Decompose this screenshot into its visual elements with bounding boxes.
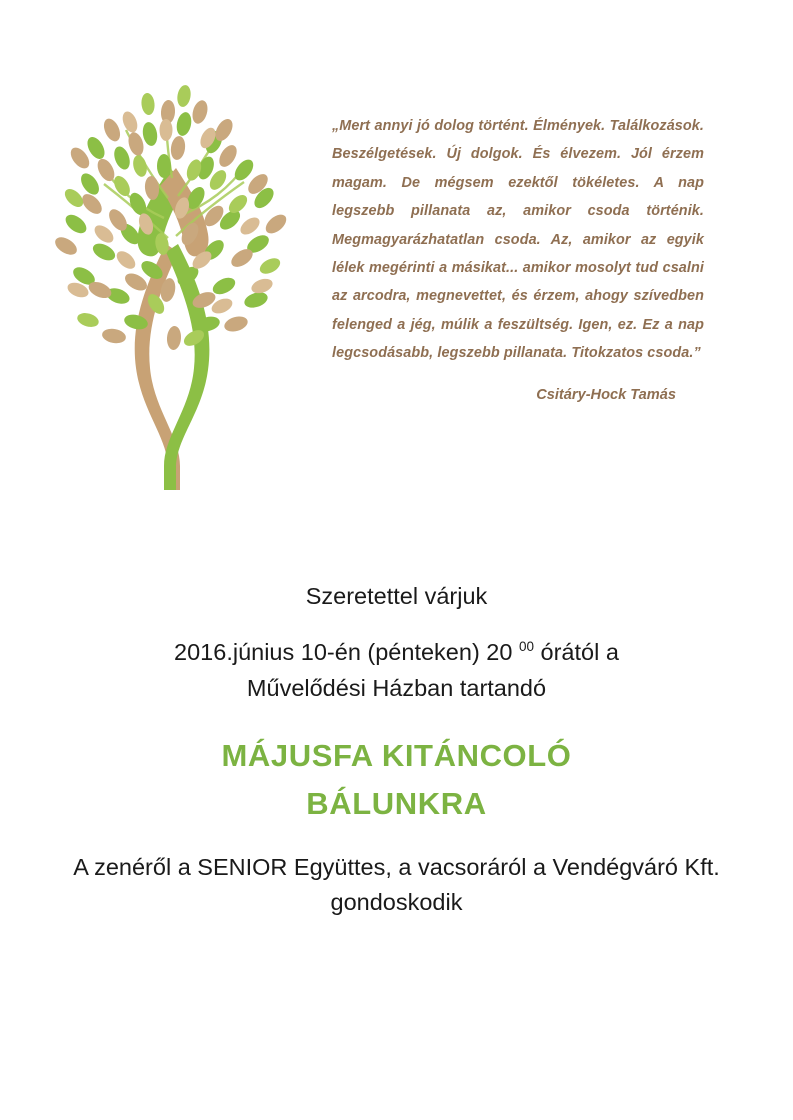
invitation-block (0, 580, 793, 920)
quote-block (332, 112, 704, 403)
flyer-header-section (0, 0, 793, 520)
event-venue-text: a Művelődési Házban tartandó (246, 639, 619, 701)
welcome-line: Szeretettel várjuk (305, 583, 488, 609)
event-date-line (0, 635, 793, 706)
event-title-line-2: BÁLUNKRA (306, 785, 487, 821)
event-hour-superscript: 00 (518, 639, 534, 655)
quote-author: Csitáry-Hock Tamás (536, 387, 676, 404)
event-date-prefix: 2016.június 10-én (pénteken) 20 (174, 639, 519, 666)
tree-leaves (52, 84, 290, 350)
event-title (0, 732, 793, 828)
event-title-line-1: MÁJUSFA KITÁNCOLÓ (221, 737, 572, 773)
event-hour-suffix: órától (534, 639, 600, 666)
heart-shaped-tree-illustration (18, 38, 318, 498)
music-catering-line: A zenéről a SENIOR Együttes, a vacsoráról a Vendégváró Kft. gondoskodik (73, 853, 720, 916)
quote-text: „Mert annyi jó dolog történt. Élmények. Találkozások. Beszélgetések. Új dolgok. És élvezem. Jól érzem magam. De mégsem ezektől tökéletes. A nap legszebb pillanata az, amikor csoda történik. Megmagyarázhatatlan csoda. Az, amikor az egyik lélek megérinti a másikat... amikor mosolyt tud csalni az arcodra, megnevettet, és érzem, ahogy szívedben felenged a jég, múlik a feszültség. Igen, ez. Ez a nap legcsodásabb, legszebb pillanata. Titokzatos csoda.” (332, 118, 704, 361)
